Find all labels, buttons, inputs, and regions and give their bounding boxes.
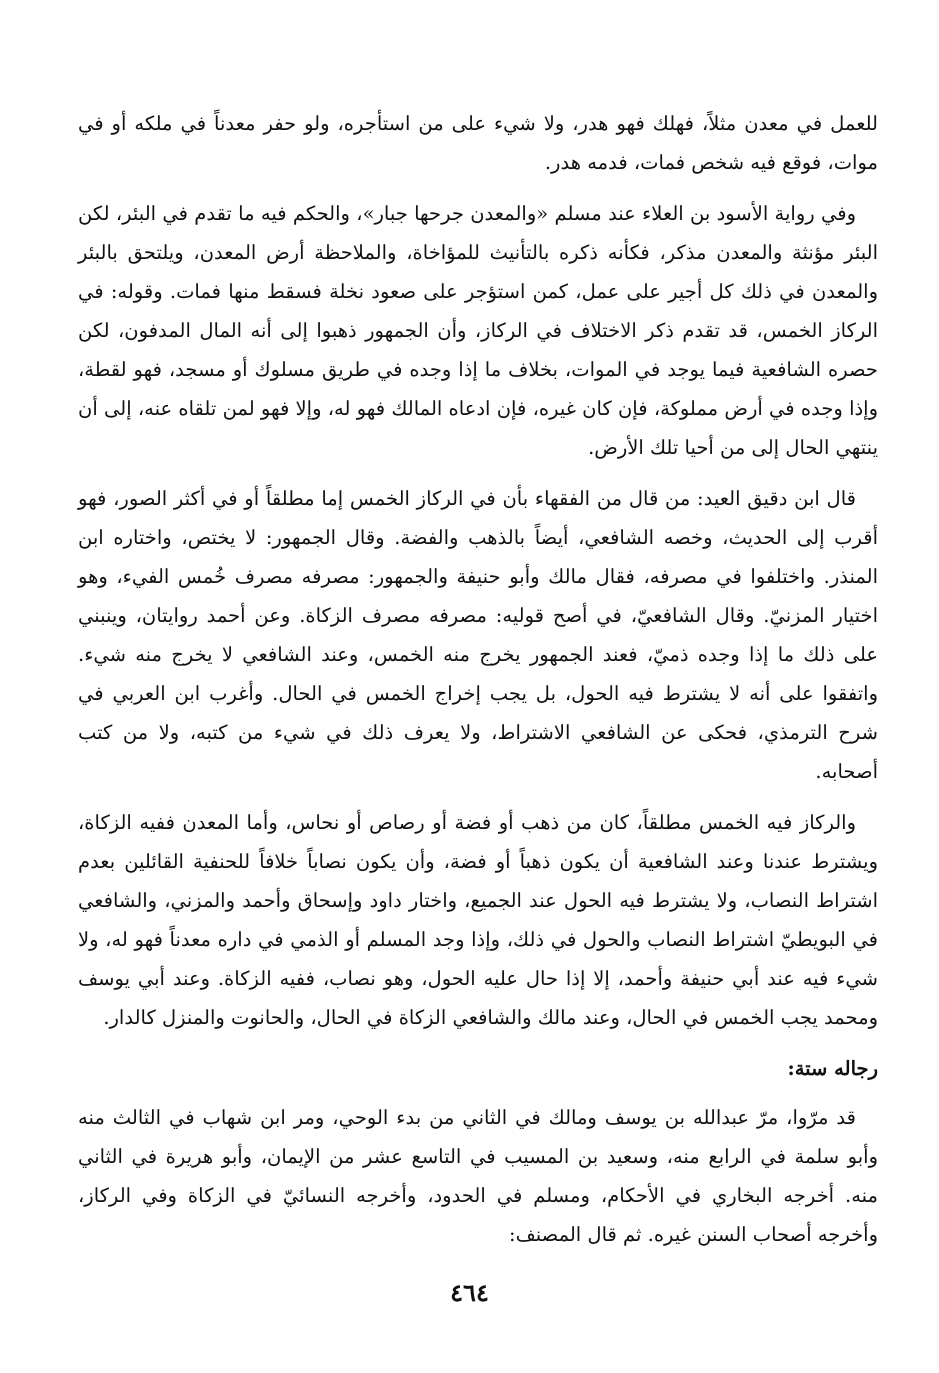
page-number: ٤٦٤ bbox=[450, 1278, 489, 1307]
section-heading: رجاله ستة: bbox=[787, 1057, 878, 1080]
paragraph-5: قد مرّوا، مرّ عبدالله بن يوسف ومالك في الثاني من بدء الوحي، ومر ابن شهاب في الثالث منه وأبو سلمة في الرابع منه، وسعيد بن المسيب في التاسع عشر من الإيمان، وأبو هريرة في الثاني منه. أخرجه البخاري في الأحكام، ومسلم في الحدود، وأخرجه النسائيّ في الزكاة وفي الركاز، وأخرجه أصحاب السنن غيره. ثم قال المصنف: bbox=[78, 1106, 878, 1246]
paragraph-1: للعمل في معدن مثلاً، فهلك فهو هدر، ولا شيء على من استأجره، ولو حفر معدناً في ملكه أو في موات، فوقع فيه شخص فمات، فدمه هدر. bbox=[78, 112, 878, 174]
paragraph-3: قال ابن دقيق العيد: من قال من الفقهاء بأن في الركاز الخمس إما مطلقاً أو في أكثر الصور، فهو أقرب إلى الحديث، وخصه الشافعي، أيضاً بالذهب والفضة. وقال الجمهور: لا يختص، واختاره ابن المنذر. واختلفوا في مصرفه، فقال مالك وأبو حنيفة والجمهور: مصرفه مصرف خُمس الفيء، وهو اختيار المزنيّ. وقال الشافعيّ، في أصح قوليه: مصرفه مصرف الزكاة. وعن أحمد روايتان، وينبني على ذلك ما إذا وجده ذميّ، فعند الجمهور يخرج منه الخمس، وعند الشافعي لا يخرج منه شيء. واتفقوا على أنه لا يشترط فيه الحول، بل يجب إخراج الخمس في الحال. وأغرب ابن العربي في شرح الترمذي، فحكى عن الشافعي الاشتراط، ولا يعرف ذلك في شيء من كتبه، ولا من كتب أصحابه. bbox=[78, 487, 878, 783]
paragraph-2: وفي رواية الأسود بن العلاء عند مسلم «والمعدن جرحها جبار»، والحكم فيه ما تقدم في البئر، لكن البئر مؤنثة والمعدن مذكر، فكأنه ذكره بالتأنيث للمؤاخاة، والملاحظة أرض المعدن، ويلتحق بالبئر والمعدن في ذلك كل أجير على عمل، كمن استؤجر على صعود نخلة فسقط منها فمات. وقوله: في الركاز الخمس، قد تقدم ذكر الاختلاف في الركاز، وأن الجمهور ذهبوا إلى أنه المال المدفون، لكن حصره الشافعية فيما يوجد في الموات، بخلاف ما إذا وجده في طريق مسلوك أو مسجد، فهو لقطة، وإذا وجده في أرض مملوكة، فإن كان غيره، فإن ادعاه المالك فهو له، وإلا فهو لمن تلقاه عنه، إلى أن ينتهي الحال إلى من أحيا تلك الأرض. bbox=[78, 202, 878, 459]
paragraph-4: والركاز فيه الخمس مطلقاً، كان من ذهب أو فضة أو رصاص أو نحاس، وأما المعدن ففيه الزكاة، ويشترط عندنا وعند الشافعية أن يكون ذهباً أو فضة، وأن يكون نصاباً خلافاً للحنفية القائلين بعدم اشتراط النصاب، ولا يشترط فيه الحول عند الجميع، واختار داود وإسحاق وأحمد والمزني، والشافعي في البويطيّ اشتراط النصاب والحول في ذلك، وإذا وجد المسلم أو الذمي في داره معدناً فهو له، ولا شيء فيه عند أبي حنيفة وأحمد، إلا إذا حال عليه الحول، وهو نصاب، ففيه الزكاة. وعند أبي يوسف ومحمد يجب الخمس في الحال، وعند مالك والشافعي الزكاة في الحال، والحانوت والمنزل كالدار. bbox=[78, 811, 878, 1029]
page-body bbox=[78, 104, 878, 1266]
